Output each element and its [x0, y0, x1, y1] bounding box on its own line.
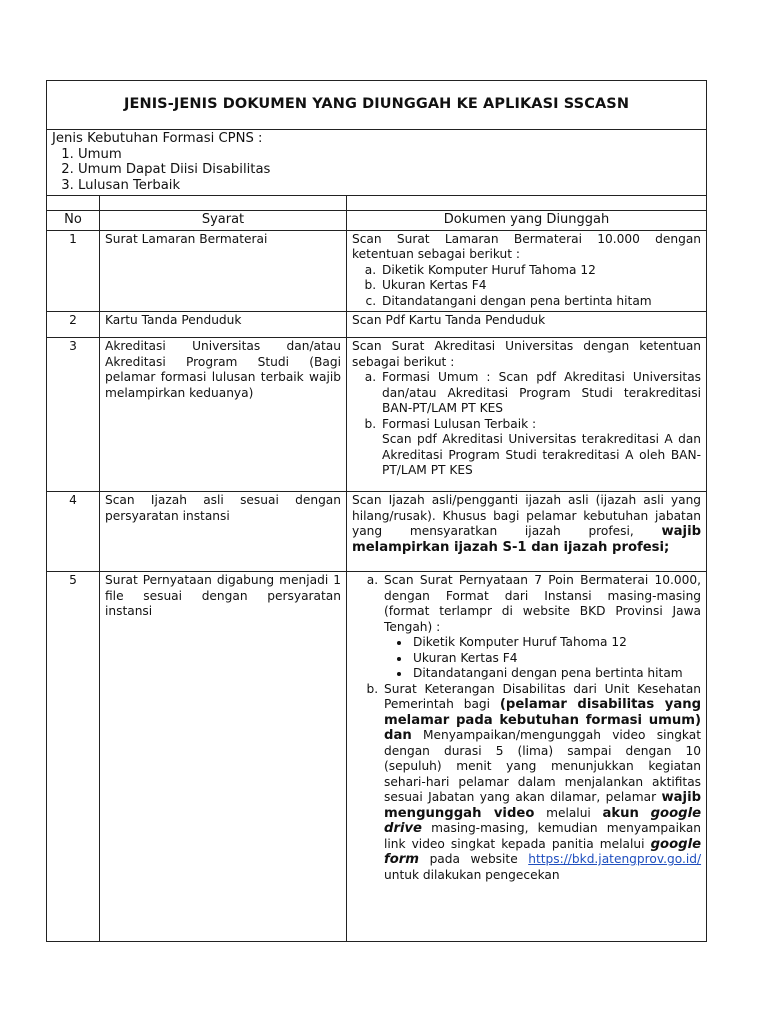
row-document: Scan Pdf Kartu Tanda Penduduk [347, 312, 707, 338]
spacer-cell [100, 196, 347, 211]
row-document [347, 230, 707, 312]
row-requirement: Kartu Tanda Penduduk [100, 312, 347, 338]
formation-types-list [52, 147, 701, 194]
document [46, 80, 706, 942]
text-segment: Menyampaikan/mengunggah video singkat dengan durasi 5 (lima) sampai dengan 10 (sepuluh) menit yang menunjukkan kegiatan sehari-hari pelamar dalam menjalankan aktifitas sesuai Jabatan yang akan dilamar, pelamar [384, 728, 702, 804]
row-requirement: Surat Lamaran Bermaterai [100, 230, 347, 312]
text-segment: untuk dilakukan pengecekan [384, 867, 560, 882]
bullet-item: • Ditandatangani dengan pena bertinta hitam [411, 666, 701, 682]
header-syarat: Syarat [100, 211, 347, 231]
list-item [382, 682, 701, 884]
list-item: a. Diketik Komputer Huruf Tahoma 12 [380, 263, 701, 279]
document-criteria-list [352, 370, 701, 479]
row-number: 4 [47, 492, 100, 572]
bold-segment: dan [384, 728, 412, 743]
row-number: 3 [47, 338, 100, 492]
bold-segment: (pelamar disabilitas yang melamar pada kebutuhan formasi umum) [384, 697, 702, 728]
table-header-row [47, 211, 707, 231]
list-item: b. Ukuran Kertas F4 [380, 278, 701, 294]
table-row [47, 492, 707, 572]
spacer-cell [47, 196, 100, 211]
header-no: No [47, 211, 100, 231]
bold-italic-segment: google form [384, 836, 702, 867]
table-row [47, 230, 707, 312]
header-dokumen: Dokumen yang Diunggah [347, 211, 707, 231]
bullet-item: • Diketik Komputer Huruf Tahoma 12 [411, 635, 701, 651]
list-item-detail: Scan pdf Akreditasi Universitas terakreditasi A dan Akreditasi Program Studi terakreditasi A oleh BAN-PT/LAM PT KES [382, 432, 702, 477]
row-requirement: Akreditasi Universitas dan/atau Akreditasi Program Studi (Bagi pelamar formasi lulusan terbaik wajib melampirkan keduanya) [100, 338, 347, 492]
list-item-label: b. Formasi Lulusan Terbaik : [382, 416, 537, 431]
formation-type-item: 3. Lulusan Terbaik [78, 178, 701, 194]
document-intro: Scan Surat Lamaran Bermaterai 10.000 dengan ketentuan sebagai berikut : [352, 231, 702, 261]
row-number: 2 [47, 312, 100, 338]
document-intro: Scan Surat Akreditasi Universitas dengan ketentuan sebagai berikut : [352, 339, 702, 369]
bullet-item: • Ukuran Kertas F4 [411, 651, 701, 667]
row-document [347, 338, 707, 492]
document-title: JENIS-JENIS DOKUMEN YANG DIUNGGAH KE APLIKASI SSCASN [47, 81, 707, 130]
row-document [347, 572, 707, 942]
formation-types-heading: Jenis Kebutuhan Formasi CPNS : [52, 131, 263, 146]
text-segment: Surat Keterangan Disabilitas dari Unit Kesehatan Pemerintah bagi [384, 681, 702, 711]
row-number: 5 [47, 572, 100, 942]
table-row [47, 572, 707, 942]
row-number: 1 [47, 230, 100, 312]
row-requirement: Surat Pernyataan digabung menjadi 1 file sesuai dengan persyaratan instansi [100, 572, 347, 942]
row-document [347, 492, 707, 572]
list-item [380, 417, 701, 479]
bkd-website-link[interactable]: https://bkd.jatengprov.go.id/ [528, 852, 702, 866]
text-segment: melalui [546, 805, 591, 820]
formation-type-item: 2. Umum Dapat Diisi Disabilitas [78, 162, 701, 178]
spacer-cell [347, 196, 707, 211]
bold-segment: akun [602, 805, 639, 821]
bold-segment: wajib mengunggah video [384, 790, 702, 821]
text-segment: masing-masing, kemudian menyampaikan link video singkat kepada panitia melalui [384, 821, 702, 851]
list-item: a. Formasi Umum : Scan pdf Akreditasi Universitas dan/atau Akreditasi Program Studi terakreditasi BAN-PT/LAM PT KES [380, 370, 701, 417]
row-requirement: Scan Ijazah asli sesuai dengan persyaratan instansi [100, 492, 347, 572]
list-item: c. Ditandatangani dengan pena bertinta hitam [380, 294, 701, 310]
formation-types [47, 130, 707, 196]
list-item-text: Scan Surat Pernyataan 7 Poin Bermaterai 10.000, dengan Format dari Instansi masing-masing (format terlampr di website BKD Provinsi Jawa Tengah) : [384, 573, 702, 634]
table-row [47, 338, 707, 492]
document-criteria-list [352, 263, 701, 310]
bold-italic-segment: google drive [384, 805, 702, 836]
document-text: Scan Ijazah asli/pengganti ijazah asli (ijazah asli yang hilang/rusak). Khusus bagi pelamar kebutuhan jabatan yang mensyaratkan ijazah profesi, [352, 493, 702, 538]
document-criteria-list [352, 573, 701, 883]
text-segment: pada website [429, 852, 518, 866]
bullet-list [384, 635, 701, 682]
table-row [47, 312, 707, 338]
list-item [382, 573, 701, 682]
formation-type-item: 1. Umum [78, 147, 701, 163]
documents-table [46, 80, 707, 942]
document-emphasis: wajib melampirkan ijazah S-1 dan ijazah profesi; [352, 524, 702, 555]
